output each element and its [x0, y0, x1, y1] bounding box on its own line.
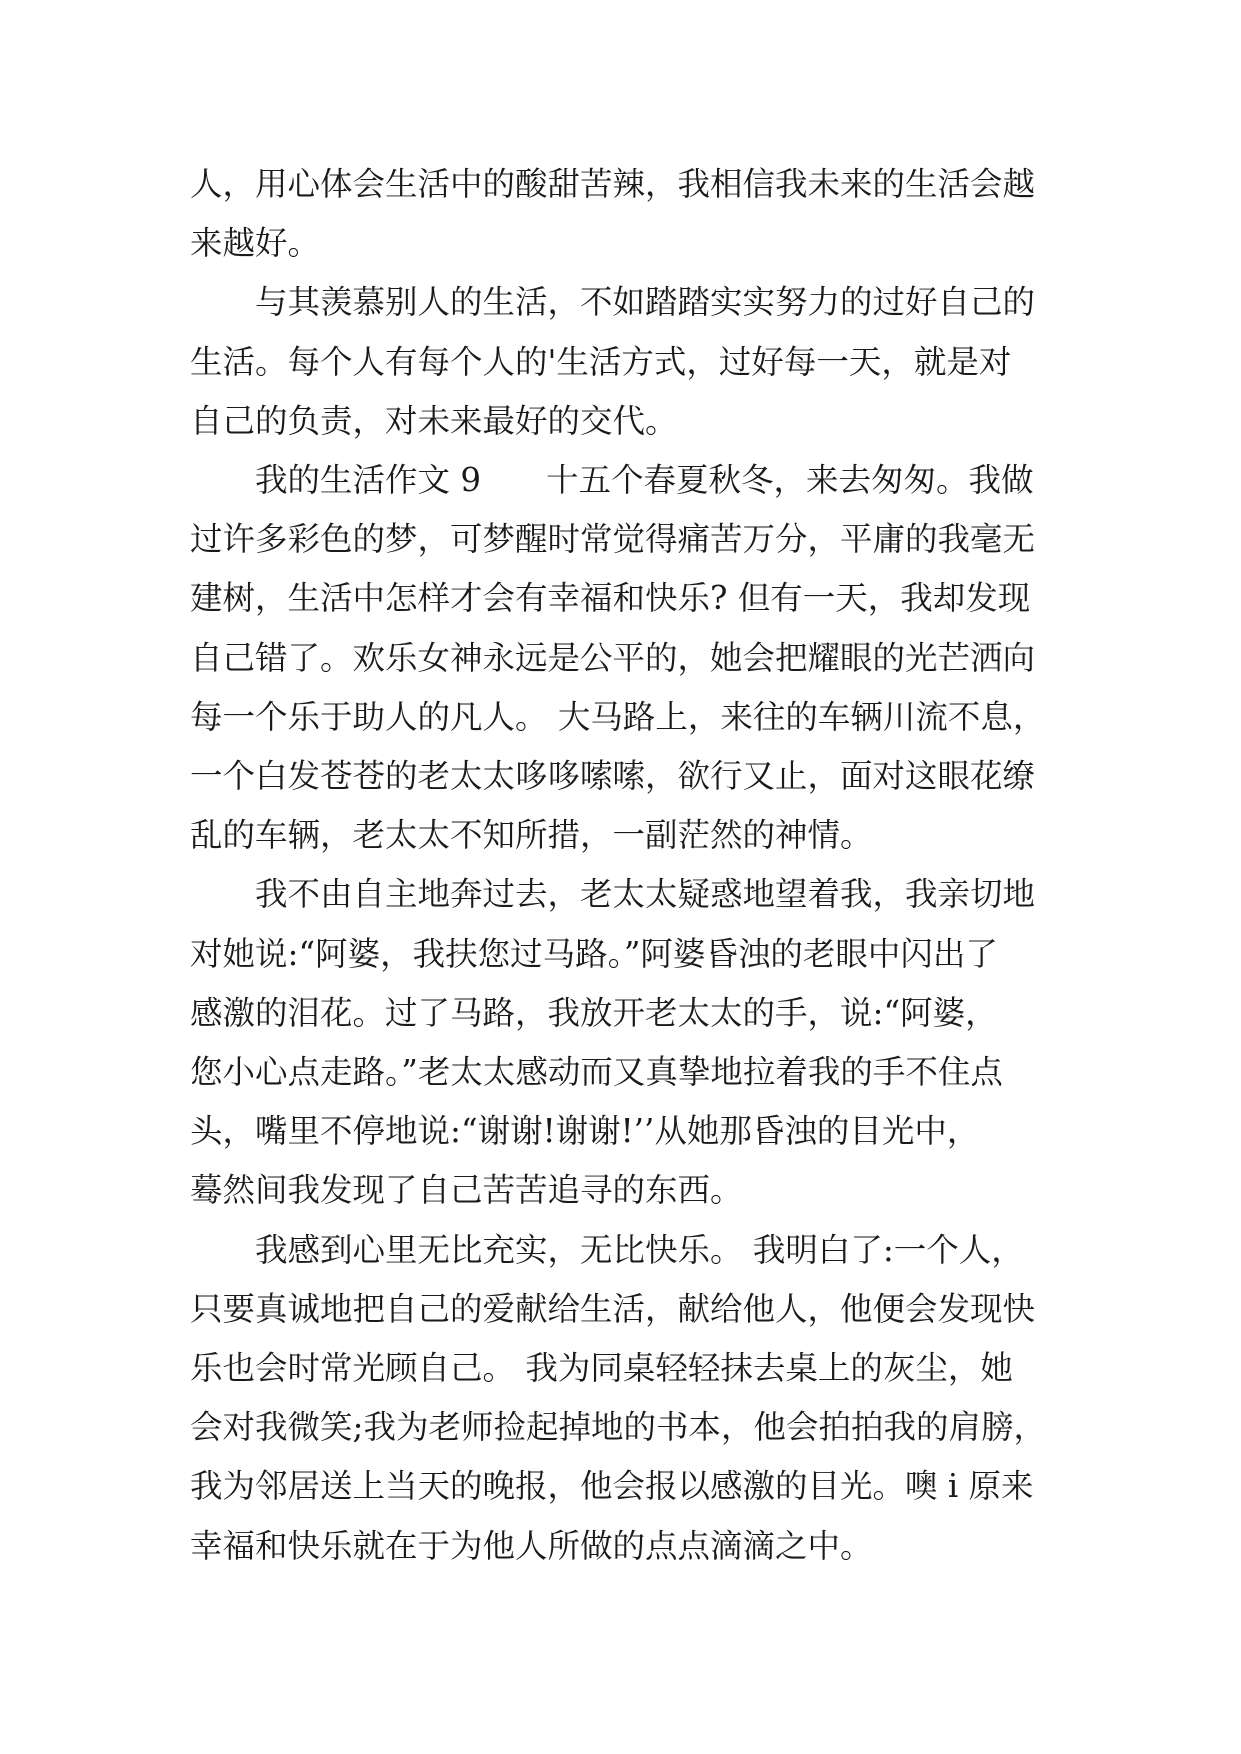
text-line: 人，用心体会生活中的酸甜苦辣，我相信我未来的生活会越: [190, 165, 1036, 203]
text-line: 乐也会时常光顾自己。 我为同桌轻轻抹去桌上的灰尘，她: [190, 1349, 1013, 1388]
text-line: 我的生活作文 9 十五个春夏秋冬，来去匆匆。我做: [255, 461, 1034, 500]
text-line: 一个白发苍苍的老太太哆哆嗦嗦，欲行又止，面对这眼花缭: [190, 757, 1036, 796]
paragraph-4: [190, 865, 1070, 1220]
text-line: 蓦然间我发现了自己苦苦追寻的东西。: [190, 1171, 743, 1210]
text-line: 生活。每个人有每个人的'生活方式，过好每一天，就是对: [190, 342, 1012, 381]
paragraph-2: [190, 273, 1070, 451]
text-line: 来越好。: [190, 224, 321, 263]
text-line: 自己错了。欢乐女神永远是公平的，她会把耀眼的光芒洒向: [190, 638, 1036, 677]
text-line: 我感到心里无比充实，无比快乐。 我明白了:一个人，: [255, 1230, 1024, 1269]
text-line: 乱的车辆，老太太不知所措，一副茫然的神情。: [190, 816, 873, 855]
text-line: 幸福和快乐就在于为他人所做的点点滴滴之中。: [190, 1526, 873, 1565]
paragraph-3: [190, 451, 1070, 865]
text-line: 对她说:“阿婆，我扶您过马路。”阿婆昏浊的老眼中闪出了: [190, 934, 998, 973]
paragraph-5: [190, 1221, 1070, 1576]
text-line: 每一个乐于助人的凡人。 大马路上，来往的车辆川流不息，: [190, 697, 1046, 736]
text-line: 您小心点走路。”老太太感动而又真挚地拉着我的手不住点: [190, 1053, 1003, 1092]
text-line: 过许多彩色的梦，可梦醒时常觉得痛苦万分，平庸的我毫无: [190, 520, 1036, 559]
text-line: 我为邻居送上当天的晚报，他会报以感激的目光。噢 i 原来: [190, 1467, 1034, 1506]
text-line: 头，嘴里不停地说:“谢谢!谢谢!’’从她那昏浊的目光中，: [190, 1112, 980, 1151]
text-line: 感激的泪花。过了马路，我放开老太太的手，说:“阿婆，: [190, 993, 998, 1032]
text-line: 自己的负责，对未来最好的交代。: [190, 401, 678, 440]
text-line: 只要真诚地把自己的爱献给生活，献给他人，他便会发现快: [190, 1289, 1036, 1328]
text-line: 我不由自主地奔过去，老太太疑惑地望着我，我亲切地: [255, 875, 1036, 914]
text-line: 建树，生活中怎样才会有幸福和快乐? 但有一天，我却发现: [190, 579, 1031, 618]
text-line: 与其羡慕别人的生活，不如踏踏实实努力的过好自己的: [255, 283, 1036, 322]
document-page: [190, 155, 1070, 1576]
paragraph-1: [190, 155, 1070, 273]
text-line: 会对我微笑;我为老师捡起掉地的书本，他会拍拍我的肩膀，: [190, 1408, 1046, 1447]
